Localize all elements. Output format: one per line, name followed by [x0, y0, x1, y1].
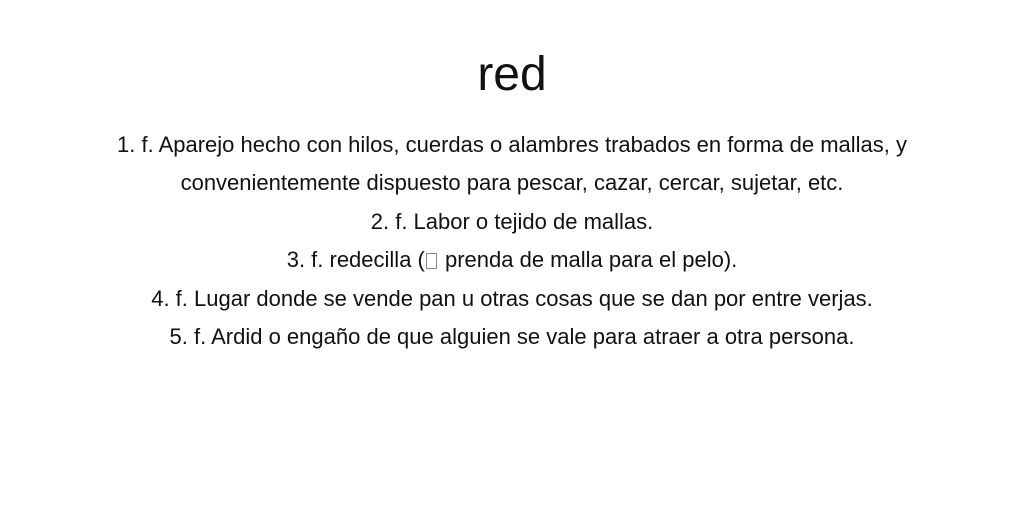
headword: red	[477, 48, 547, 101]
definition-text-before: 3. f. redecilla (	[286, 247, 425, 273]
definition-text: 2. f. Labor o tejido de mallas.	[370, 208, 654, 234]
definition-text: 5. f. Ardid o engaño de que alguien se vale para atraer a otra persona.	[169, 324, 855, 350]
definition-item	[40, 280, 984, 318]
definition-text: 4. f. Lugar donde se vende pan u otras cosas que se dan por entre verjas.	[151, 285, 873, 311]
definition-item	[40, 318, 984, 356]
definition-text-after: prenda de malla para el pelo).	[438, 247, 738, 273]
missing-glyph-box-icon	[426, 253, 437, 269]
definition-text: 1. f. Aparejo hecho con hilos, cuerdas o alambres trabados en forma de mallas, y convenientemente dispuesto para pescar, cazar, cercar, sujetar, etc.	[117, 132, 907, 196]
definition-item	[40, 126, 984, 203]
definition-item	[40, 203, 984, 241]
definition-list	[40, 126, 984, 356]
definition-item	[40, 241, 984, 279]
